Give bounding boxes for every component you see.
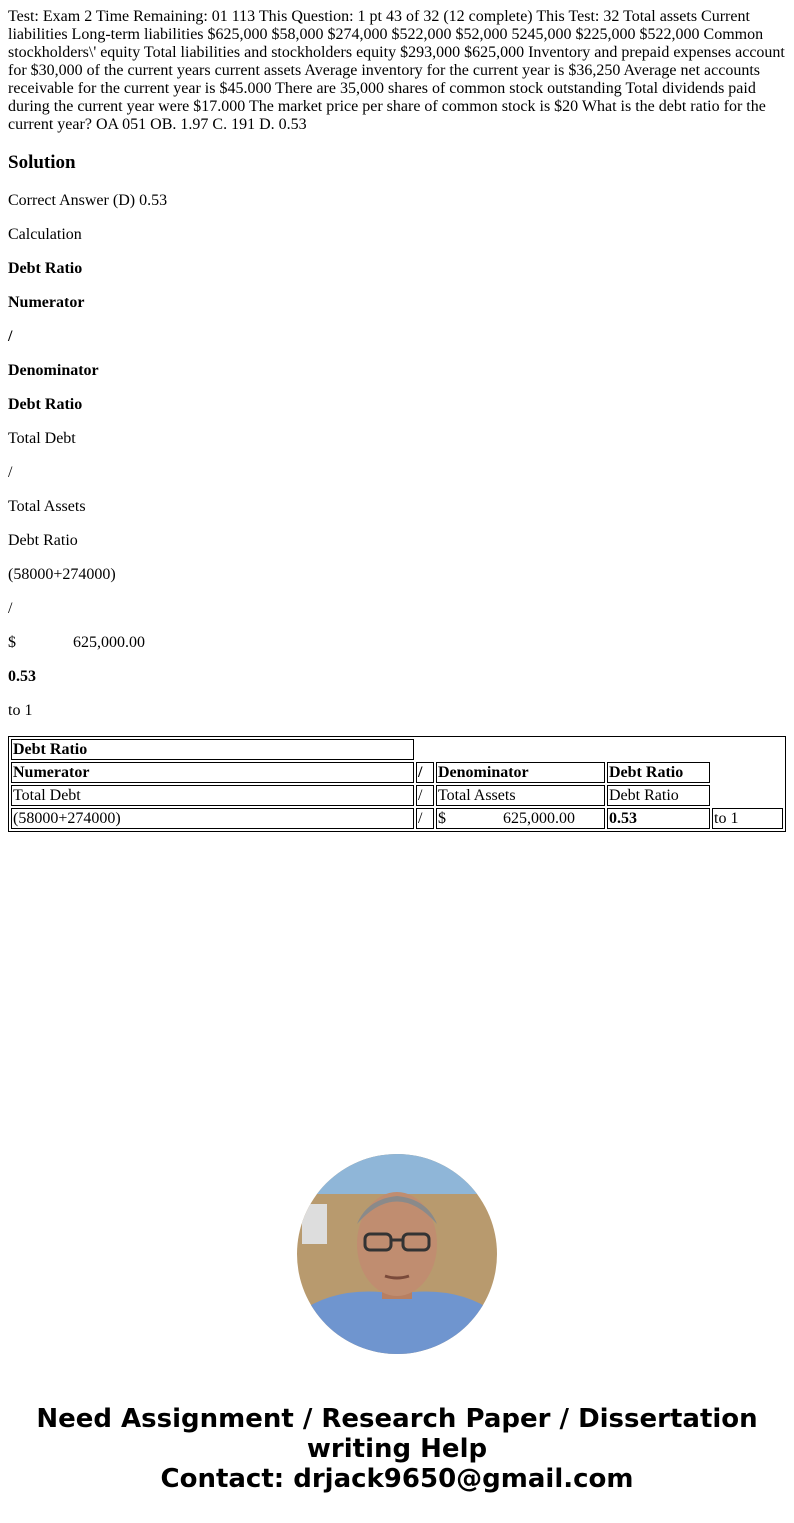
slash: /: [8, 464, 13, 481]
numerator-heading: Numerator: [8, 294, 85, 311]
debt-ratio-heading: Debt Ratio: [8, 260, 83, 277]
solution-heading: Solution: [8, 152, 76, 173]
table-row: Numerator / Denominator Debt Ratio: [11, 762, 783, 783]
footer-line-1: Need Assignment / Research Paper / Dissertation writing Help: [36, 1404, 758, 1464]
table-row: Total Debt / Total Assets Debt Ratio: [11, 785, 783, 806]
calc-label: Calculation: [8, 226, 82, 243]
table-title: Debt Ratio: [11, 739, 414, 760]
numerator-value: (58000+274000): [8, 566, 116, 583]
denominator-value: $ 625,000.00: [8, 634, 145, 651]
slash: /: [8, 600, 13, 617]
debt-ratio-heading-2: Debt Ratio: [8, 396, 83, 413]
total-assets: Total Assets: [8, 498, 86, 515]
result-value: 0.53: [8, 668, 36, 685]
question-text: Test: Exam 2 Time Remaining: 01 113 This Question: 1 pt 43 of 32 (12 complete) This Test: 32 Total assets Current liabilities Long-term liabilities $625,000 $58,000 $274,000 $522,000 $52,000 5245,000 $225,000 $522,000 Common stockholders\' equity Total liabilities and stockholders equity $293,000 $625,000 Inventory and prepaid expenses account for $30,000 of the current years current assets Average inventory for the current year is $36,250 Average net accounts receivable for the current year is $45.000 There are 35,000 shares of common stock outstanding Total dividends paid during the current year were $17.000 The market price per share of common stock is $20 What is the debt ratio for the current year? OA 051 OB. 1.97 C. 191 D. 0.53: [8, 8, 785, 133]
denominator-heading: Denominator: [8, 362, 99, 379]
total-debt: Total Debt: [8, 430, 76, 447]
table-row: (58000+274000) / $ 625,000.00 0.53 to 1: [11, 808, 783, 829]
footer-line-2: Contact: drjack9650@gmail.com: [160, 1464, 634, 1494]
debt-ratio-label: Debt Ratio: [8, 532, 78, 549]
slash: /: [8, 328, 13, 345]
debt-ratio-table: [8, 736, 786, 832]
author-avatar: [297, 1154, 497, 1354]
result-unit: to 1: [8, 702, 33, 719]
footer-contact: [8, 1404, 786, 1494]
correct-answer: Correct Answer (D) 0.53: [8, 192, 168, 209]
